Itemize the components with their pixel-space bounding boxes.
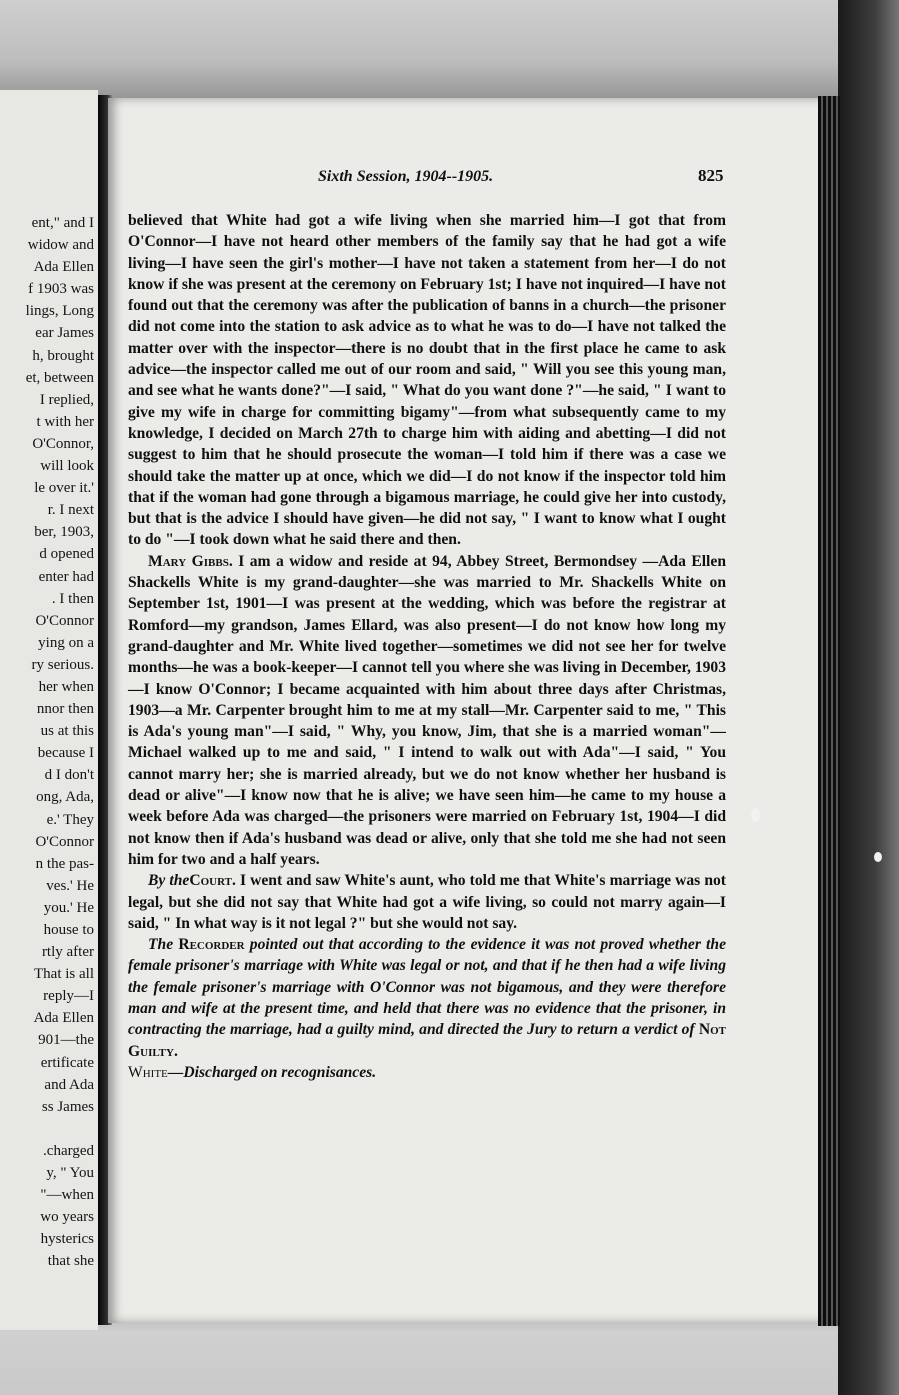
defendant-name: White [128,1063,168,1081]
left-page-line: ent," and I [31,215,94,231]
paragraph-mary-gibbs [128,551,726,870]
left-page-line: I replied, [39,391,94,408]
left-page-line: will look [40,458,94,475]
left-page-line: et, between [25,369,94,386]
scan-top-background [0,0,899,110]
left-page-text [0,212,94,1272]
left-page-line: .charged [43,1142,94,1159]
left-page-line: d I don't [44,767,94,784]
left-page-line: ss James [41,1098,94,1115]
paragraph-testimony-continued: believed that White had got a wife living when she married him—I got that from O'Connor—I have not heard other members of the family say that he had got a wife living—I have seen the girl's mother—I have not taken a statement from her—I do not know if she was present at the ceremony on February 1st; I have not inquired—I have not found out that the ceremony was after the publication of banns in a church—the prisoner did not come into the station to ask advice as to what he was to do—I have not talked the matter over with the inspector—there is no doubt that in the first place he came to ask advice—the inspector called me out of our room and said, " Will you see this young man, and see what he wants done?"—I said, " What do you want done ?"—he said, " I want to give my wife in charge for committing bigamy"—from what subsequently came to my knowledge, I decided on March 27th to charge him with aiding and abetting—I did not suggest to him that he should prosecute the woman—I told him if there was a case we should take the matter up at once, which we did—I do not know if the inspector told him that if the woman had gone through a bigamous marriage, he could give her into custody, but that is the advice I should have given—he did not say, " I want to know what I ought to do "—I took down what he said there and then. [128,212,726,549]
speaker-testimony: I am a widow and reside at 94, Abbey Street, Bermondsey —Ada Ellen Shackells White is my grand-daughter—she was married to Mr. Shackells White on September 1st, 1901—I was present at the wedding, which was before the registrar at Romford—my grandson, James Ellard, was also present—I do not know how long my grand-daughter and Mr. White lived together—sometimes we did not see her for twelve months—he was a book-keeper—I cannot tell you where she was living in December, 1903—I know O'Connor; I became acquainted with him about three days after Christmas, 1903—a Mr. Carpenter brought him to me at my stall—Mr. Carpenter said to me, " This is Ada's young man"—I said, " Why, you know, Jim, that she is a married woman"—Michael walked up to me and said, " I intend to walk out with Ada"—I said, " You cannot marry her; she is married already, but we do not know whether her husband is dead or alive"—I know now that he is alive; we have seen him—he came to my house a week before Ada was charged—the prisoners were married on February 1st, 1904—I did not know then if Ada's husband was dead or alive, only that she told me she had not seen him for two and a half years. [128,552,726,868]
left-page-line: ong, Ada, [36,789,94,806]
left-page-line: that she [47,1253,94,1270]
by-the-label: By the [148,872,190,890]
paragraph-recorder [128,934,726,1062]
recorder-the: The [148,936,174,954]
discharge-text: —Discharged on recognisances. [167,1063,377,1081]
left-page-line: ry serious. [31,656,94,673]
left-page-line: e.' They [46,811,94,828]
recorder-label: Recorder [178,936,245,954]
left-page-line: . I then [51,590,94,607]
left-page-line: hysterics [40,1231,94,1248]
left-page-line: h, brought [32,347,94,364]
left-page-line: house to [43,922,94,938]
left-page-line: t with her [36,413,94,430]
left-page-line: Ada Ellen [33,259,94,276]
left-page-line: ber, 1903, [34,524,94,541]
left-page-line: us at this [40,723,94,740]
speaker-name: Mary Gibbs. [148,552,233,570]
left-page-line: ertificate [40,1054,94,1071]
left-page-fragment [0,90,98,1330]
left-page-line: O'Connor [35,612,94,629]
left-page-line: rtly after [41,944,94,961]
left-page-line: Ada Ellen [33,1010,94,1027]
paragraph-by-the-court [128,870,726,934]
left-page-line: and Ada [44,1076,94,1093]
scan-speck [751,808,760,822]
left-page-line: O'Connor, [32,435,94,452]
scan-speck [874,852,882,862]
left-page-line: enter had [38,568,94,585]
running-title: Sixth Session, 1904--1905. [318,168,494,185]
left-page-line: n the pas- [35,855,94,872]
left-page-line [0,1118,94,1140]
page-number: 825 [698,166,724,185]
left-page-line: That is all [34,966,94,983]
verdict-label: Not Guilty. [128,1021,726,1060]
left-page-line: d opened [39,546,94,563]
left-page-line: her when [38,678,94,695]
left-page-line: because I [37,745,94,762]
left-page-line: widow and [27,237,94,254]
left-page-line: nnor then [36,701,94,718]
left-page-line: f 1903 was [28,281,94,298]
left-page-line: lings, Long [25,303,94,320]
court-label: Court. [189,872,236,890]
left-page-line: ear James [35,325,94,342]
recorder-text: pointed out that according to the evidence it was not proved whether the female prisoner's marriage with White was legal or not, and that if he then had a wife living the female prisoner's marriage with O'Connor was not bigamous, and they were therefore man and wife at the present time, and held that there was no evidence that the prisoner, in contracting the marriage, had a guilty mind, and directed the Jury to return a verdict of [128,936,726,1039]
left-page-line: ying on a [38,634,94,651]
left-page-line: O'Connor [35,833,94,850]
paragraph-discharge [128,1062,726,1083]
left-page-line: wo years [40,1209,94,1226]
left-page-line: 901—the [38,1032,94,1049]
page-edge-stack [818,96,840,1326]
left-page-line: "—when [40,1187,94,1204]
court-testimony: I went and saw White's aunt, who told me that White's marriage was not legal, but she did not say that White had got a wife living, so could not marry again—I said, " In what way is it not legal ?" but she would not say. [128,872,726,932]
body-text [128,210,726,1083]
left-page-line: reply—I [43,988,94,1005]
left-page-line: le over it.' [34,480,94,497]
left-page-line: y, " You [46,1164,94,1181]
left-page-line: ves.' He [46,877,94,894]
left-page-line: r. I next [47,502,94,519]
left-page-line: you.' He [43,899,94,916]
scan-right-shadow [838,0,899,1395]
